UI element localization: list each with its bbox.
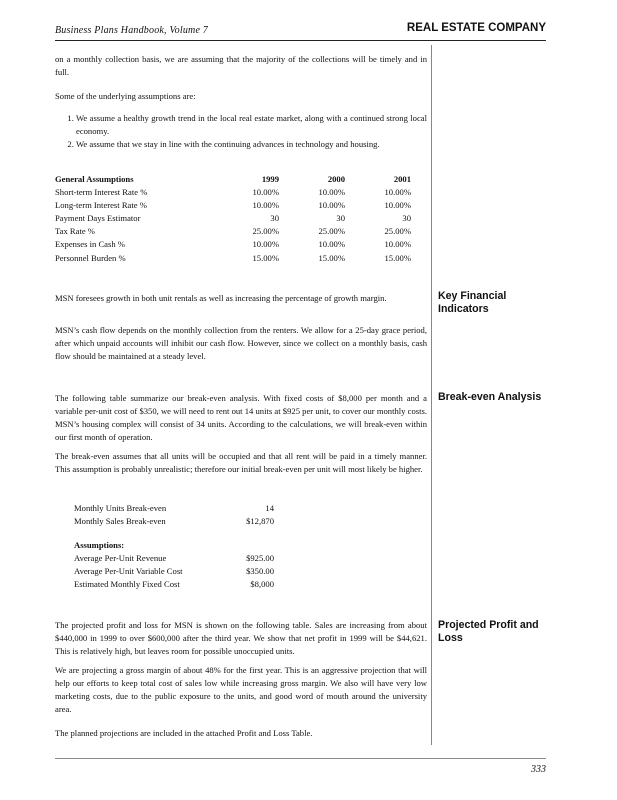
key-financial-paragraph-1: MSN foresees growth in both unit rentals as well as increasing the percentage of growth margin. <box>55 293 387 303</box>
key-financial-paragraph-2: MSN’s cash flow depends on the monthly collection from the renters. We allow for a 25-day grace period, after which unpaid accounts will inhibit our cash flow. However, since we collect on a monthly basis, cash flow should be maintained at a steady level. <box>55 325 427 362</box>
cell-value: $12,870 <box>246 516 274 527</box>
table-row <box>55 199 411 212</box>
intro-paragraph-2: Some of the underlying assumptions are: <box>55 91 196 101</box>
intro-paragraph-1: on a monthly collection basis, we are assuming that the majority of the collections will be timely and in full. <box>55 54 427 78</box>
row-label: Payment Days Estimator <box>55 213 141 224</box>
cell-value: 15.00% <box>318 252 345 263</box>
break-even-paragraph-2: The break-even assumes that all units will be occupied and that all rent will be paid in a timely manner. This assumption is probably unrealistic; therefore our initial break-even per unit will most likely be higher. <box>55 451 427 475</box>
row-label: Tax Rate % <box>55 226 95 237</box>
table-header-row <box>55 173 411 186</box>
break-even-results-table <box>74 502 274 528</box>
footer-divider <box>55 758 546 759</box>
table-row <box>55 225 411 238</box>
cell-value: 10.00% <box>384 239 411 250</box>
cell-value: 30 <box>270 213 279 224</box>
cell-value: 10.00% <box>252 187 279 198</box>
break-even-assumptions-table <box>74 539 274 591</box>
list-item: 1. We assume a healthy growth trend in the local real estate market, along with a continued strong local economy. <box>76 112 427 138</box>
cell-value: 10.00% <box>252 239 279 250</box>
cell-value: 10.00% <box>384 187 411 198</box>
column-header: 2000 <box>327 174 345 184</box>
list-item: 2. We assume that we stay in line with the continuing advances in technology and housing. <box>76 138 427 151</box>
book-title: Business Plans Handbook, Volume 7 <box>55 25 208 36</box>
cell-value: $350.00 <box>246 566 274 577</box>
column-header: 2001 <box>393 174 411 184</box>
table-header-row <box>74 539 274 552</box>
cell-value: 25.00% <box>318 226 345 237</box>
cell-value: 10.00% <box>318 187 345 198</box>
table-row <box>55 186 411 199</box>
cell-value: 15.00% <box>384 252 411 263</box>
cell-value: 15.00% <box>252 252 279 263</box>
cell-value: $8,000 <box>250 579 274 590</box>
page-number: 333 <box>531 764 546 775</box>
row-label: Short-term Interest Rate % <box>55 187 148 198</box>
cell-value: 10.00% <box>252 200 279 211</box>
key-financial-heading: Key Financial Indicators <box>438 290 507 315</box>
row-label: Monthly Sales Break-even <box>74 516 166 527</box>
row-label: Long-term Interest Rate % <box>55 200 147 211</box>
header-divider <box>55 40 546 41</box>
row-label: Expenses in Cash % <box>55 239 125 250</box>
profit-loss-paragraph-3: The planned projections are included in the attached Profit and Loss Table. <box>55 728 313 738</box>
table-row <box>55 252 411 265</box>
break-even-paragraph-1: The following table summarize our break-even analysis. With fixed costs of $8,000 per month and a variable per-unit cost of $350, we will need to rent out 14 units at $925 per unit, to cover our monthly costs. MSN’s housing complex will consist of 34 units. According to the calculations, we will break-even within our first month of operation. <box>55 393 427 443</box>
table-row <box>74 578 274 591</box>
row-label: Average Per-Unit Revenue <box>74 553 167 564</box>
cell-value: 30 <box>336 213 345 224</box>
cell-value: 25.00% <box>252 226 279 237</box>
column-header: General Assumptions <box>55 174 134 184</box>
cell-value: $925.00 <box>246 553 274 564</box>
row-label: Estimated Monthly Fixed Cost <box>74 579 180 590</box>
margin-divider <box>431 45 432 745</box>
cell-value: 30 <box>402 213 411 224</box>
row-label: Personnel Burden % <box>55 252 126 263</box>
row-label: Average Per-Unit Variable Cost <box>74 566 183 577</box>
profit-loss-heading: Projected Profit and Loss <box>438 619 539 644</box>
table-row <box>74 565 274 578</box>
table-row <box>74 515 274 528</box>
section-title: REAL ESTATE COMPANY <box>406 22 546 34</box>
table-row <box>74 552 274 565</box>
cell-value: 25.00% <box>384 226 411 237</box>
cell-value: 10.00% <box>318 239 345 250</box>
cell-value: 14 <box>265 503 274 513</box>
cell-value: 10.00% <box>384 200 411 211</box>
assumptions-list <box>55 112 427 151</box>
column-header: 1999 <box>261 174 279 184</box>
general-assumptions-table <box>55 173 411 265</box>
table-row <box>55 238 411 251</box>
profit-loss-paragraph-2: We are projecting a gross margin of about 48% for the first year. This is an aggressive projection that will help our efforts to keep total cost of sales low while increasing gross margin. We also will have very low marketing costs, due to the public exposure to the units, and good word of mouth around the university area. <box>55 665 427 715</box>
assumptions-heading: Assumptions: <box>74 540 125 550</box>
row-label: Monthly Units Break-even <box>74 503 167 513</box>
break-even-heading: Break-even Analysis <box>438 391 542 403</box>
table-row <box>74 502 274 515</box>
table-row <box>55 212 411 225</box>
cell-value: 10.00% <box>318 200 345 211</box>
profit-loss-paragraph-1: The projected profit and loss for MSN is shown on the following table. Sales are increasing from about $440,000 in 1999 to over $600,000 after the third year. We show that net profit in 1999 will be $44,621. This is relatively high, but leaves room for possible unoccupied units. <box>55 620 427 657</box>
